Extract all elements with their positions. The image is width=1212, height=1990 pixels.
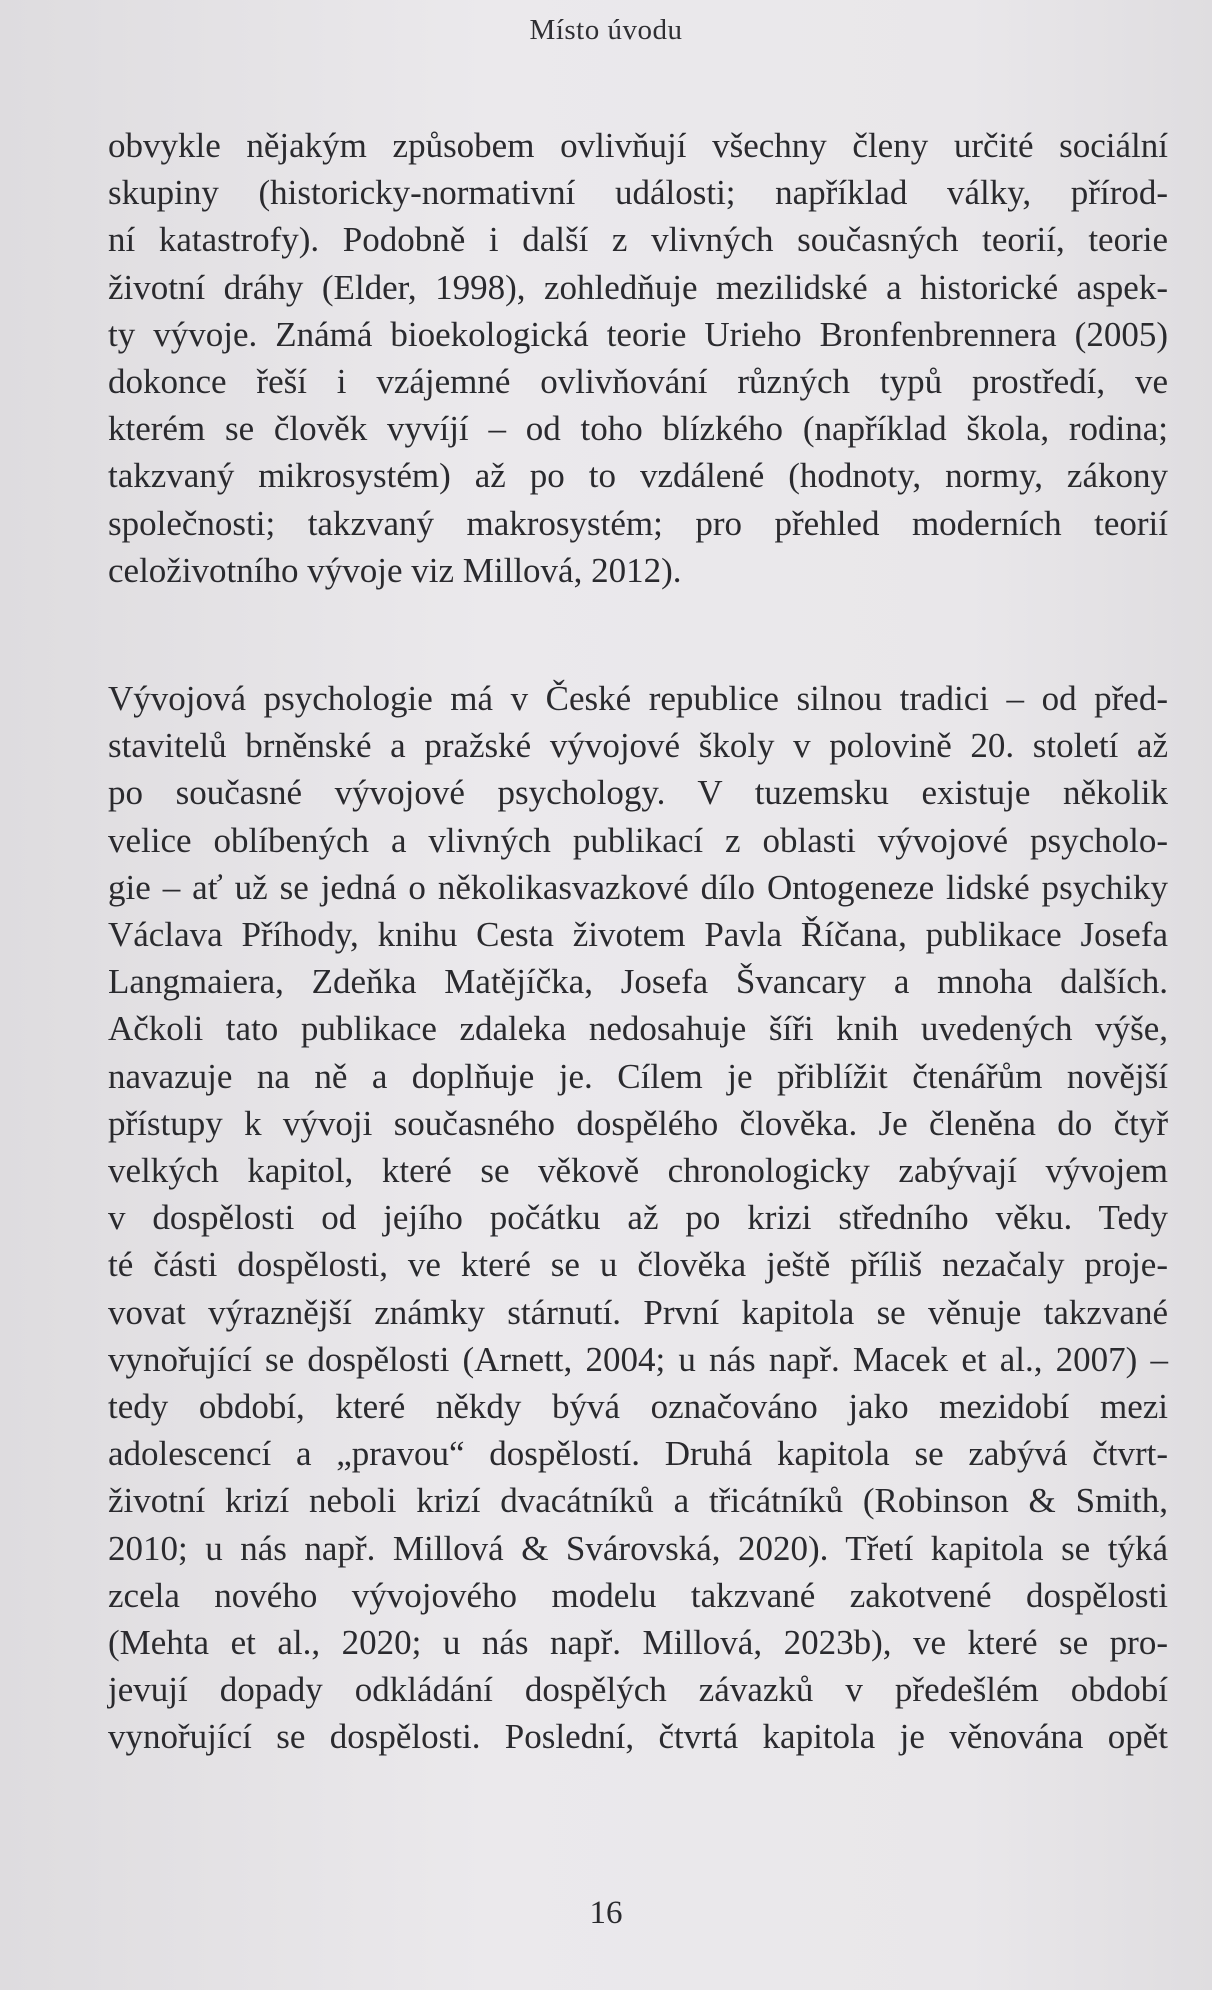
text-line: obvykle nějakým způsobem ovlivňují všechny členy určité sociální (108, 126, 1168, 165)
text-line: adolescencí a „pravou“ dospělostí. Druhá kapitola se zabývá čtvrt- (108, 1434, 1168, 1474)
text-line: (Mehta et al., 2020; u nás např. Millová, 2023b), ve které se pro- (108, 1623, 1168, 1663)
text-line: Langmaiera, Zdeňka Matějíčka, Josefa Švancary a mnoha dalších. (108, 962, 1168, 1002)
text-line: velkých kapitol, které se věkově chronologicky zabývají vývojem (108, 1151, 1168, 1191)
text-line: celoživotního vývoje viz Millová, 2012). (108, 550, 682, 590)
text-line: vynořující se dospělosti (Arnett, 2004; u nás např. Macek et al., 2007) – (108, 1339, 1168, 1379)
text-line: vovat výraznější známky stárnutí. První kapitola se věnuje takzvané (108, 1292, 1168, 1332)
text-line: 2010; u nás např. Millová & Svárovská, 2020). Třetí kapitola se týká (108, 1528, 1168, 1568)
running-header: Místo úvodu (529, 14, 683, 46)
text-line: takzvaný mikrosystém) až po to vzdálené (hodnoty, normy, zákony (108, 456, 1168, 496)
text-line: té části dospělosti, ve které se u člověka ještě příliš nezačaly proje- (108, 1245, 1168, 1285)
page-number: 16 (589, 1895, 623, 1931)
text-line: přístupy k vývoji současného dospělého člověka. Je členěna do čtyř (108, 1103, 1168, 1143)
text-line: skupiny (historicky-normativní události; například války, přírod- (108, 173, 1168, 213)
text-line: Ačkoli tato publikace zdaleka nedosahuje šíři knih uvedených výše, (108, 1009, 1168, 1049)
text-line: gie – ať už se jedná o několikasvazkové dílo Ontogeneze lidské psychiky (108, 867, 1168, 907)
text-line: Vývojová psychologie má v České republice silnou tradici – od před- (108, 679, 1168, 718)
text-line: životní krizí neboli krizí dvacátníků a třicátníků (Robinson & Smith, (108, 1481, 1168, 1521)
text-line: společnosti; takzvaný makrosystém; pro přehled moderních teorií (108, 503, 1168, 543)
text-line: ní katastrofy). Podobně i další z vlivných současných teorií, teorie (108, 220, 1168, 260)
text-line: po současné vývojové psychology. V tuzemsku existuje několik (108, 773, 1168, 813)
text-line: velice oblíbených a vlivných publikací z oblasti vývojové psycholo- (108, 820, 1168, 860)
text-line: navazuje na ně a doplňuje je. Cílem je přiblížit čtenářům novější (108, 1056, 1168, 1096)
text-line: jevují dopady odkládání dospělých závazků v předešlém období (108, 1670, 1168, 1710)
text-line: kterém se člověk vyvíjí – od toho blízkého (například škola, rodina; (108, 409, 1168, 449)
text-line: vynořující se dospělosti. Poslední, čtvrtá kapitola je věnována opět (108, 1717, 1168, 1757)
text-line: Václava Příhody, knihu Cesta životem Pavla Říčana, publikace Josefa (108, 915, 1168, 955)
paragraph-1 (108, 122, 1168, 594)
text-line: dokonce řeší i vzájemné ovlivňování různých typů prostředí, ve (108, 362, 1168, 402)
paragraph-2 (108, 675, 1168, 1761)
text-line: v dospělosti od jejího počátku až po krizi středního věku. Tedy (108, 1198, 1168, 1238)
text-line: zcela nového vývojového modelu takzvané zakotvené dospělosti (108, 1575, 1168, 1615)
text-line: tedy období, které někdy bývá označováno jako mezidobí mezi (108, 1387, 1168, 1427)
text-line: stavitelů brněnské a pražské vývojové školy v polovině 20. století až (108, 726, 1168, 766)
text-line: ty vývoje. Známá bioekologická teorie Urieho Bronfenbrennera (2005) (108, 314, 1168, 354)
text-line: životní dráhy (Elder, 1998), zohledňuje mezilidské a historické aspek- (108, 267, 1168, 307)
